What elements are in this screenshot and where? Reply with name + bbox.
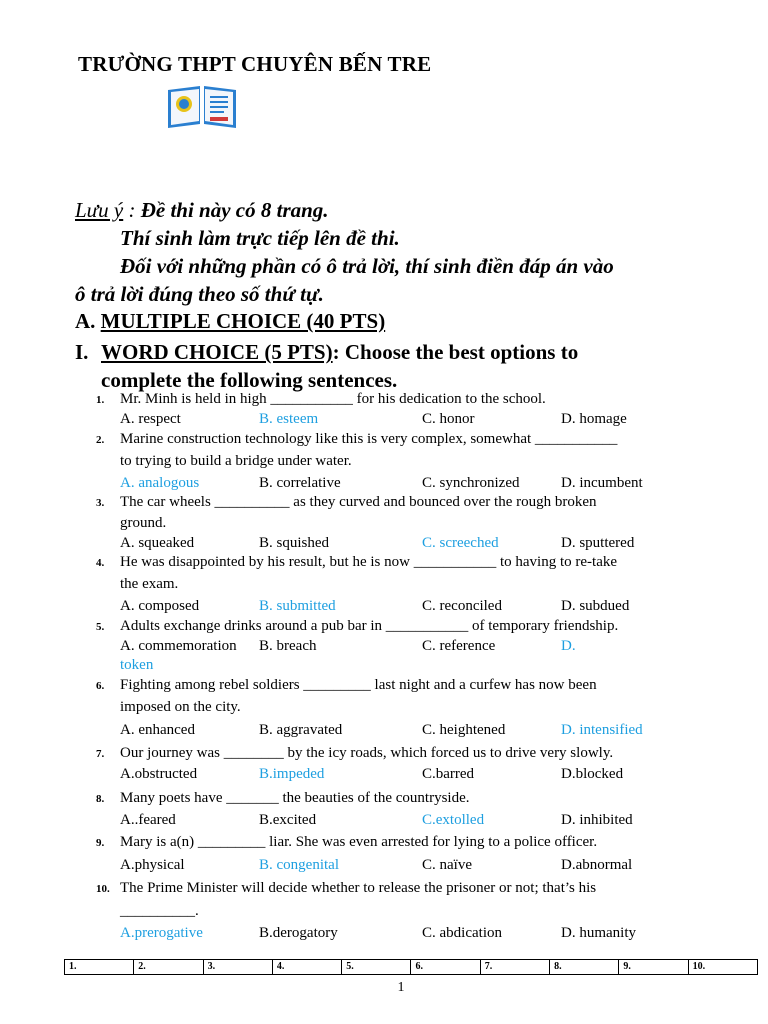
question-number: 9. bbox=[96, 837, 105, 849]
section-i-heading bbox=[75, 338, 735, 394]
page-number: 1 bbox=[397, 980, 405, 995]
question-number: 3. bbox=[96, 497, 105, 509]
section-i-title: WORD CHOICE (5 PTS) bbox=[101, 340, 333, 364]
option-d: D. sputtered bbox=[561, 535, 635, 551]
question-stem: The car wheels __________ as they curved and bounced over the rough broken bbox=[120, 494, 597, 510]
option-a: A. commemoration bbox=[120, 638, 237, 654]
option-d: D. subdued bbox=[561, 598, 630, 614]
question-number: 4. bbox=[96, 557, 105, 569]
option-c: C.barred bbox=[422, 766, 475, 782]
section-a-title: MULTIPLE CHOICE (40 PTS) bbox=[100, 309, 386, 333]
option-c: C. abdication bbox=[422, 925, 502, 941]
question-number: 8. bbox=[96, 793, 105, 805]
section-a-prefix: A. bbox=[75, 309, 101, 333]
note-line-1 bbox=[75, 198, 329, 223]
note-line-3: Đối với những phần có ô trả lời, thí sinh điền đáp án vào bbox=[120, 254, 614, 278]
question-stem: Mary is a(n) _________ liar. She was even arrested for lying to a police officer. bbox=[120, 834, 598, 850]
answer-grid bbox=[64, 959, 758, 975]
school-name: TRƯỜNG THPT CHUYÊN BẾN TRE bbox=[78, 52, 432, 76]
option-c: C. reconciled bbox=[422, 598, 502, 614]
option-d: D. humanity bbox=[561, 925, 636, 941]
option-c: C. reference bbox=[422, 638, 496, 654]
option-d: D. homage bbox=[561, 411, 627, 427]
section-i-instruction: : Choose the best options to bbox=[332, 340, 579, 364]
answer-cell[interactable]: 6. bbox=[411, 960, 480, 974]
answer-cell[interactable]: 7. bbox=[481, 960, 550, 974]
option-a: A. analogous bbox=[120, 475, 200, 491]
option-a: A.physical bbox=[120, 857, 185, 873]
answer-cell[interactable]: 2. bbox=[134, 960, 203, 974]
option-d: D. intensified bbox=[561, 722, 643, 738]
question-number: 2. bbox=[96, 434, 105, 446]
question-number: 7. bbox=[96, 748, 105, 760]
option-b: B.excited bbox=[259, 812, 317, 828]
option-a: A. squeaked bbox=[120, 535, 195, 551]
question-stem: Adults exchange drinks around a pub bar in ___________ of temporary friendship. bbox=[120, 618, 619, 634]
option-c: C. naïve bbox=[422, 857, 472, 873]
question-number: 10. bbox=[96, 883, 110, 895]
option-d-continued: token bbox=[120, 657, 154, 673]
answer-cell[interactable]: 9. bbox=[619, 960, 688, 974]
option-c: C. honor bbox=[422, 411, 475, 427]
question-stem: He was disappointed by his result, but he is now ___________ to having to re-take bbox=[120, 554, 618, 570]
option-b: B. congenital bbox=[259, 857, 339, 873]
option-b: B. correlative bbox=[259, 475, 341, 491]
option-b: B.impeded bbox=[259, 766, 325, 782]
note-line-2: Thí sinh làm trực tiếp lên đề thi. bbox=[120, 226, 400, 250]
note-label: Lưu ý bbox=[75, 198, 124, 222]
option-a: A.prerogative bbox=[120, 925, 203, 941]
answer-cell[interactable]: 8. bbox=[550, 960, 619, 974]
question-stem: Marine construction technology like this is very complex, somewhat ___________ bbox=[120, 431, 618, 447]
option-b: B.derogatory bbox=[259, 925, 338, 941]
option-d: D. inhibited bbox=[561, 812, 633, 828]
question-stem: Many poets have _______ the beauties of the countryside. bbox=[120, 790, 470, 806]
option-d: D. bbox=[561, 638, 576, 654]
option-c: C. screeched bbox=[422, 535, 499, 551]
option-b: B. breach bbox=[259, 638, 317, 654]
question-stem-continued: __________. bbox=[120, 903, 199, 919]
question-stem-continued: to trying to build a bridge under water. bbox=[120, 453, 352, 469]
option-a: A. enhanced bbox=[120, 722, 195, 738]
question-number: 6. bbox=[96, 680, 105, 692]
option-d: D. incumbent bbox=[561, 475, 643, 491]
note-text-1: Đề thi này có 8 trang. bbox=[140, 198, 329, 222]
section-a-heading bbox=[75, 309, 385, 334]
answer-cell[interactable]: 3. bbox=[204, 960, 273, 974]
option-c: C. synchronized bbox=[422, 475, 520, 491]
answer-cell[interactable]: 10. bbox=[692, 961, 706, 972]
option-c: C.extolled bbox=[422, 812, 485, 828]
question-stem-continued: the exam. bbox=[120, 576, 179, 592]
question-stem: The Prime Minister will decide whether to release the prisoner or not; that’s his bbox=[120, 880, 597, 896]
option-d: D.blocked bbox=[561, 766, 624, 782]
option-b: B. squished bbox=[259, 535, 330, 551]
answer-cell[interactable]: 1. bbox=[65, 960, 134, 974]
note-separator: : bbox=[123, 198, 141, 222]
option-c: C. heightened bbox=[422, 722, 506, 738]
option-a: A.obstructed bbox=[120, 766, 198, 782]
option-b: B. esteem bbox=[259, 411, 319, 427]
option-b: B. aggravated bbox=[259, 722, 343, 738]
question-stem: Fighting among rebel soldiers _________ last night and a curfew has now been bbox=[120, 677, 597, 693]
option-b: B. submitted bbox=[259, 598, 336, 614]
option-a: A..feared bbox=[120, 812, 176, 828]
question-stem: Our journey was ________ by the icy roads, which forced us to drive very slowly. bbox=[120, 745, 614, 761]
option-a: A. composed bbox=[120, 598, 200, 614]
question-number: 1. bbox=[96, 394, 105, 406]
question-stem-continued: imposed on the city. bbox=[120, 699, 241, 715]
section-i-instruction-2: complete the following sentences. bbox=[101, 368, 398, 392]
note-line-4: ô trả lời đúng theo số thứ tự. bbox=[75, 282, 324, 306]
answer-cell[interactable]: 5. bbox=[342, 960, 411, 974]
school-logo bbox=[166, 84, 238, 130]
answer-cell[interactable]: 4. bbox=[273, 960, 342, 974]
question-stem-continued: ground. bbox=[120, 515, 167, 531]
question-stem: Mr. Minh is held in high ___________ for his dedication to the school. bbox=[120, 391, 546, 407]
question-number: 5. bbox=[96, 621, 105, 633]
option-d: D.abnormal bbox=[561, 857, 633, 873]
section-i-number: I. bbox=[75, 340, 89, 364]
option-a: A. respect bbox=[120, 411, 181, 427]
